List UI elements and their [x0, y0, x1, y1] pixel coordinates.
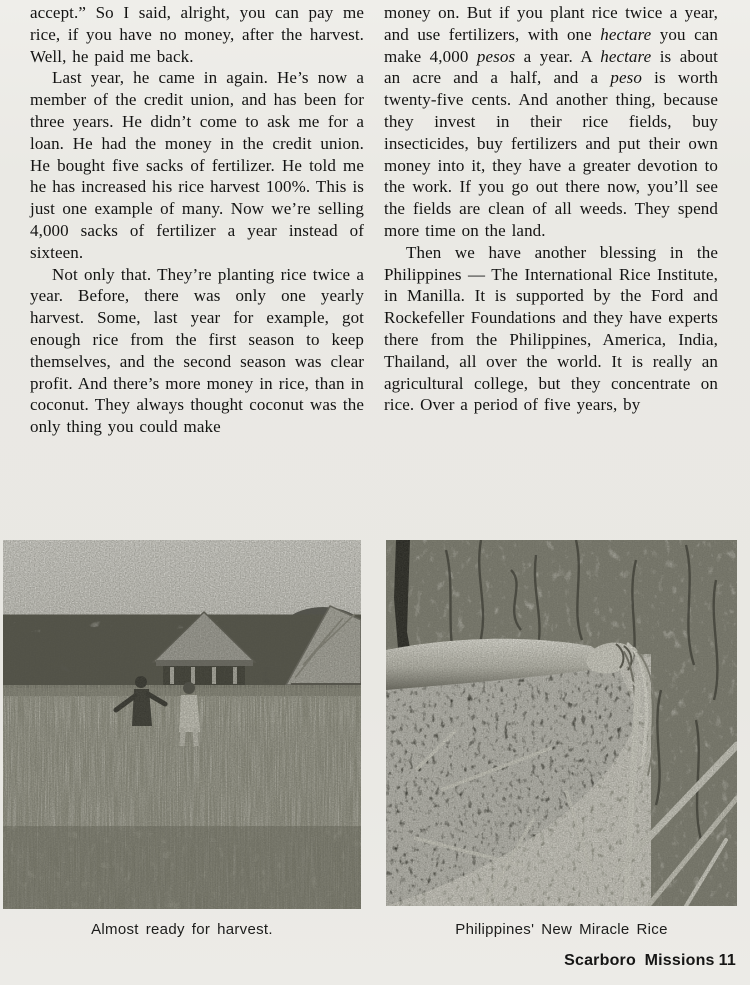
- text-run: a year. A: [515, 46, 601, 66]
- miracle-rice-illustration: [386, 540, 737, 906]
- paragraph: accept.” So I said, alright, you can pay me rice, if you have no money, after the harvest. Well, he paid me back.: [30, 3, 364, 66]
- caption-left-photo: Almost ready for harvest.: [91, 921, 273, 938]
- paragraph: [384, 2, 718, 242]
- text-run-italic: pesos: [476, 46, 516, 66]
- left-text-column: [30, 2, 364, 438]
- text-run-italic: peso: [610, 68, 642, 88]
- text-run: is about an acre and a half, and a: [384, 46, 718, 88]
- text-run: you can make 4,000: [384, 24, 718, 66]
- rice-field-illustration: [3, 540, 361, 909]
- paragraph: Not only that. They’re planting rice twice a year. Before, there was only one yearly harvest. Some, last year for example, got enough rice from the first season to keep themselves, and the second season was clear profit. And there’s more money in rice, than in coconut. They always thought coconut was the only thing you could make: [30, 264, 364, 437]
- caption-right-photo: Philippines' New Miracle Rice: [455, 921, 668, 938]
- text-run-italic: hectare: [600, 46, 652, 66]
- page-footer: [564, 952, 736, 970]
- paragraph: Last year, he came in again. He’s now a member of the credit union, and has been for three years. He didn’t come to ask me for a loan. He had the money in the credit union. He bought five sacks of fertilizer. He told me he has increased his rice harvest 100%. This is just one example of many. Now we’re selling 4,000 sacks of fertilizer a year instead of sixteen.: [30, 68, 364, 262]
- magazine-title: Scarboro Missions: [564, 952, 715, 969]
- paragraph: Then we have another blessing in the Philippines — The International Rice Institute, in Manilla. It is supported by the Ford and Rockefeller Foundations and they have experts there from the Philippines, America, India, Thailand, all over the world. It is really an agricultural college, but they concentrate on rice. Over a period of five years, by: [384, 242, 718, 415]
- text-run: is worth twenty-five cents. And another thing, because they invest in their rice fields, buy insecticides, buy fertilizers and put their own money into it, they have a greater devotion to the work. If you go out there now, you’ll see the fields are clean of all weeds. They spend more time on the land.: [384, 68, 718, 240]
- photo-grain: [386, 540, 737, 906]
- photo-miracle-rice: [386, 540, 737, 906]
- right-text-column: [384, 2, 718, 416]
- text-run: money on. But if you plant rice twice a year, and use fertilizers, with one: [384, 3, 718, 44]
- photo-grain: [3, 540, 361, 909]
- text-run-italic: hectare: [600, 24, 652, 44]
- page-number: 11: [718, 952, 736, 969]
- photo-rice-field: [3, 540, 361, 909]
